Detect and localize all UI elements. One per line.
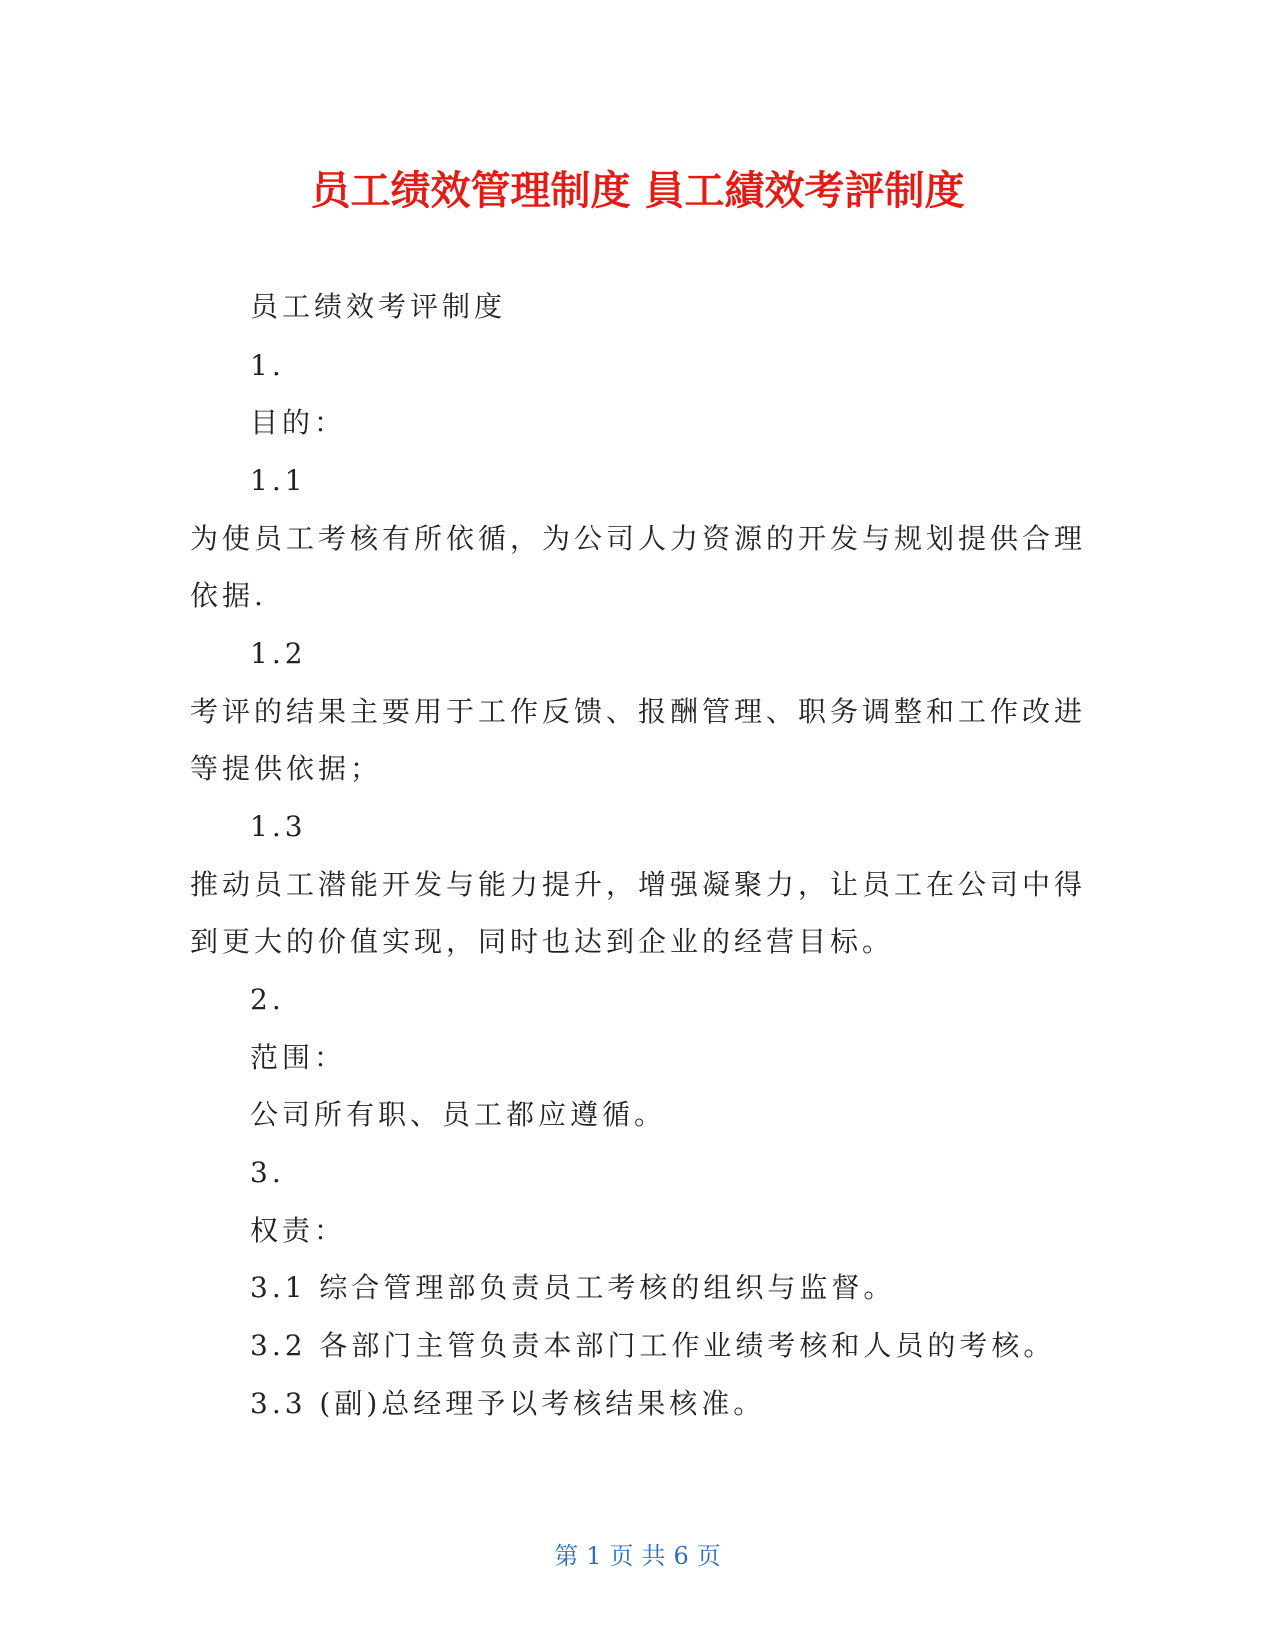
footer-total-pages: 6 <box>673 1542 689 1570</box>
body-text-line: 依据. <box>190 579 267 612</box>
footer-page-label: 第 <box>554 1542 579 1570</box>
section-heading: 目的： <box>250 406 347 439</box>
document-title: 员工绩效管理制度 員工績效考評制度 <box>310 168 965 214</box>
footer-page-unit: 页 <box>609 1542 634 1570</box>
page-footer <box>0 1542 1275 1570</box>
section-heading: 权责： <box>250 1214 347 1247</box>
section-number: 3. <box>250 1156 285 1189</box>
footer-total-unit: 页 <box>696 1542 721 1570</box>
clause-text: 3.3 (副)总经理予以考核结果核准。 <box>250 1387 766 1420</box>
body-text-line: 考评的结果主要用于工作反馈、报酬管理、职务调整和工作改进 <box>190 695 1087 728</box>
clause-number: 1.2 <box>250 637 307 670</box>
clause-number: 1.3 <box>250 810 307 843</box>
clause-text: 3.1 综合管理部负责员工考核的组织与监督。 <box>250 1271 896 1304</box>
clause-number: 1.1 <box>250 464 307 497</box>
section-heading: 范围： <box>250 1041 347 1074</box>
body-text-line: 等提供依据； <box>190 752 383 785</box>
footer-total-label: 共 <box>641 1542 666 1570</box>
section-heading: 员工绩效考评制度 <box>250 290 507 323</box>
body-text-line: 为使员工考核有所依循，为公司人力资源的开发与规划提供合理 <box>190 522 1087 555</box>
clause-text: 3.2 各部门主管负责本部门工作业绩考核和人员的考核。 <box>250 1329 1056 1362</box>
body-text-line: 到更大的价值实现，同时也达到企业的经营目标。 <box>190 925 895 958</box>
footer-current-page: 1 <box>586 1542 602 1570</box>
section-number: 1. <box>250 349 285 382</box>
section-number: 2. <box>250 983 285 1016</box>
body-text-line: 公司所有职、员工都应遵循。 <box>250 1098 667 1131</box>
body-text-line: 推动员工潜能开发与能力提升，增强凝聚力，让员工在公司中得 <box>190 868 1087 901</box>
